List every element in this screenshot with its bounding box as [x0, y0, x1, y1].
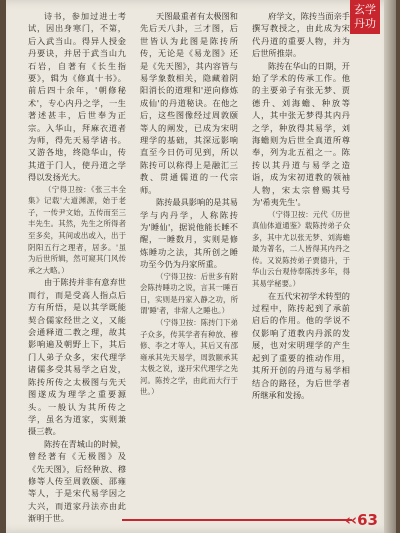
badge-line-1: 玄学: [354, 3, 376, 16]
paragraph: 由于陈抟并非有意弃世而行，而是受高人指点后方有所悟，是以其学既能契合儒家经世之义，又能会通释道二教之理，故其影响遍及朝野上下，其后门人弟子众多，宋代理学诸儒多受其易学之启发，陈抟所传之太极图与先天图遂成为理学之重要源头。一般认为其所传之学，虽名为道家，实则兼摄三教。: [28, 277, 126, 437]
annotation-paragraph: （宁得卫按：陈抟门下弟子众多，传其学者有种放、穆修、李之才等人，其后又有邵雍承其先天易学，周敦颐承其太极之说，遂开宋代理学之先河。陈抟之学，由此而大行于世。）: [140, 317, 238, 397]
paragraph: 陈抟最具影响的是其易学与内丹学，人称陈抟为'睡仙'，据说他能长睡不醒，一睡数月，实则是修炼睡功之法，其所创之睡功至今仍为丹家所重。: [140, 197, 238, 270]
annotation-paragraph: （宁得卫按：后世多有附会陈抟睡功之说，言其一睡百日，实则是丹家入静之功，所谓'睡'者，非常人之睡也。）: [140, 271, 238, 316]
book-spine: [384, 0, 396, 533]
paragraph: 诗书，参加过进士考试，因出身寒门，不第，后入武当山。得异人授金丹要诀，并居于武当山九石岩，自著有《长生指要》，辑为《修真十书》。前后四十余年，'朝修秘术'，专心内丹之学，一生著述甚丰，后世奉为正宗。入华山，拜麻衣道者为师，得先天易学诸书。又游各地，终隐华山，传其道于门人，使丹道之学得以发扬光大。: [28, 11, 126, 183]
paragraph: 府学文，陈抟当面亲手撰写教授之，由此成为宋代丹道的重要人物，并为后世所推崇。: [252, 11, 350, 59]
footer-rule: [122, 519, 352, 521]
column-right: [252, 10, 350, 401]
paragraph: 天图最重者有太极图和先后天八卦，三才图，后世皆认为此图是陈抟所传，无论是《易龙图》还是《先天图》，其内容皆与易学象数相关，隐藏着阴阳消长的道理和'逆向修炼成仙'的丹道秘诀。在他之后，这些图像经过周敦颐等人的阐发，已成为宋明理学的基础，其深远影响直至今日仍可见到，所以陈抟可以称得上是融汇三教、贯通儒道的一代宗师。: [140, 11, 238, 195]
paragraph: 陈抟在华山的日期，开始了学术的传承工作。他的主要弟子有张无梦、贾德升、刘海蟾、种放等人，其中张无梦得其内丹之学，种放得其易学，刘海蟾则为后世全真道所尊奉，列为北五祖之一。陈抟以其丹道与易学之造诣，成为宋初道教的领袖人物，宋太宗曾赐其号为'希夷先生'。: [252, 60, 350, 208]
page-number: [345, 511, 378, 529]
paragraph: 陈抟在青城山的时候，曾经著有《无极图》及《先天图》，后经种放、穆修等人传至周敦颐、邵雍等人，于是宋代易学因之大兴，而道家丹法亦由此渐明于世。: [28, 438, 126, 524]
page-footer: [6, 509, 396, 533]
page-number-value: 63: [357, 511, 378, 529]
chevrons-icon: ‹‹: [344, 511, 358, 529]
section-badge: [350, 0, 380, 34]
badge-line-2: 丹功: [354, 17, 376, 30]
paragraph: 在五代宋初学术转型的过程中，陈抟起到了承前启后的作用。他的学说不仅影响了道教内丹派的发展，也对宋明理学的产生起到了重要的推动作用，其所开创的丹道与易学相结合的路径，为后世学者所继承和发扬。: [252, 290, 350, 400]
annotation-paragraph: （宁得卫按：元代《历世真仙体道通鉴》载陈抟弟子众多，其中尤以张无梦、刘海蟾最为著名，二人皆得其内丹之传。又说陈抟弟子贾德升，于华山云台观侍奉陈抟多年，得其易学秘要。）: [252, 209, 350, 289]
book-page: [6, 0, 396, 533]
column-middle: [140, 10, 238, 398]
annotation-paragraph: （宁得卫按：《张三丰全集》记载'大道渊源，始于老子，一传尹文始，五传而至三丰先生。其然，先生之所得者至多矣，其间或出或入，出于阴阳五行之理者，居多。'虽为后世所辑，然可窥其门风传承之大略。）: [28, 184, 126, 275]
column-left: [28, 10, 126, 525]
